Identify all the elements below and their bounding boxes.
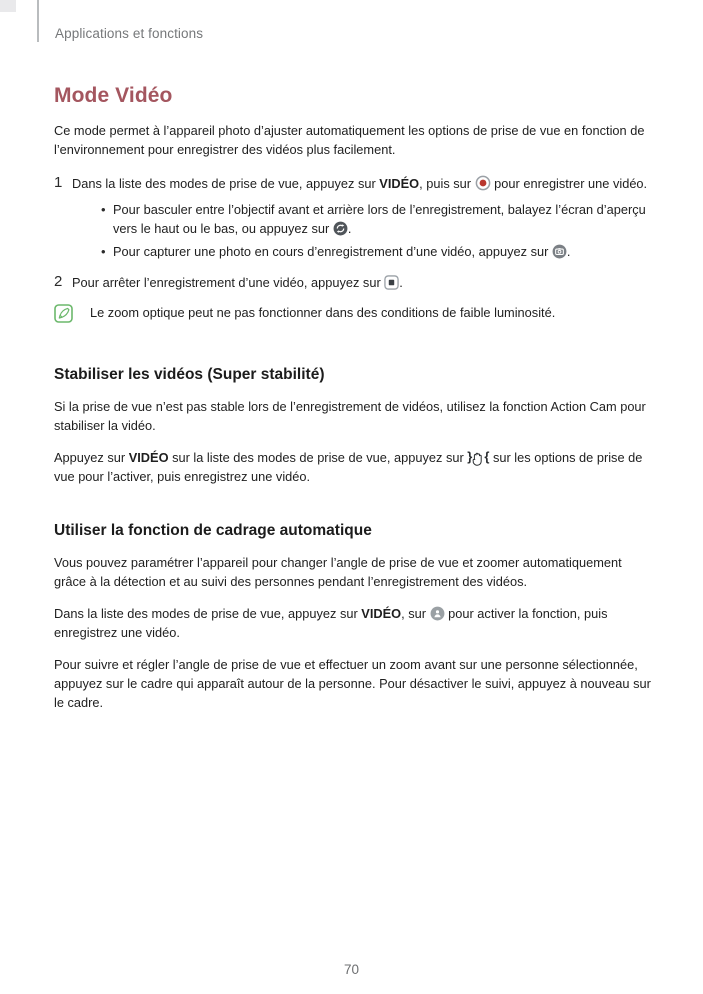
step-1 [54,174,651,263]
running-header: Applications et fonctions [55,26,204,41]
bullet-marker: • [101,244,106,259]
flip-camera-icon [333,221,348,236]
stabilize-text-part: sur les options de prise de vue pour l’activer, puis enregistrez une vidéo. [54,450,643,484]
page-corner-artifact [0,0,16,12]
section-heading-stabilize: Stabiliser les vidéos (Super stabilité) [54,366,325,383]
bullet-text-part: Pour capturer une photo en cours d’enregistrement d’une vidéo, appuyez sur [113,244,552,259]
section-heading-autoframe: Utiliser la fonction de cadrage automatique [54,522,372,539]
steady-bracket-close: { [484,449,490,464]
step-1-text-part: Dans la liste des modes de prise de vue, appuyez sur [72,176,380,191]
video-mode-keyword: VIDÉO [379,176,420,191]
autoframe-text-part: , sur [401,606,430,621]
bullet-flip-camera-text [113,200,651,238]
steady-bracket-open: } [467,449,473,464]
autoframe-paragraph-1: Vous pouvez paramétrer l’appareil pour changer l’angle de prise de vue et zoomer automatiquement grâce à la détection et au suivi des personnes pendant l’enregistrement des vidéos. [54,555,622,589]
notice-icon-wrap [54,303,90,325]
auto-framing-icon [430,606,445,621]
autoframe-text-part: Dans la liste des modes de prise de vue, appuyez sur [54,606,362,621]
step-1-text-part: pour enregistrer une vidéo. [490,176,648,191]
video-mode-keyword: VIDÉO [361,606,402,621]
step-2-text [72,273,651,292]
page-title: Mode Vidéo [54,84,173,107]
step-2-text-part: Pour arrêter l’enregistrement d’une vidéo, appuyez sur [72,275,385,290]
page-number: 70 [343,962,360,977]
autoframe-text-part: pour activer la fonction, puis enregistrez une vidéo. [54,606,608,640]
stop-recording-icon [384,275,399,290]
bullet-text-part: . [347,221,352,236]
autoframe-paragraph-3: Pour suivre et régler l’angle de prise de vue et effectuer un zoom avant sur une personne sélectionnée, appuyez sur le cadre qui apparaît autour de la personne. Pour désactiver le suivi, appuyez à nouveau sur le cadre. [54,657,651,710]
numbered-steps [54,174,651,292]
bullet-text-part: . [566,244,571,259]
header-vertical-rule [37,0,39,42]
step-2-text-part: . [399,275,403,290]
page-content [54,0,651,712]
super-steady-icon [467,451,489,466]
bullet-flip-camera [72,200,651,238]
step-2-number: 2 [54,273,63,290]
step-1-text [72,174,651,263]
stabilize-paragraph-2 [54,448,651,486]
notice-block [54,303,651,325]
notice-pen-icon [54,304,73,323]
intro-paragraph: Ce mode permet à l’appareil photo d’ajuster automatiquement les options de prise de vue en fonction de l’environnement pour enregistrer des vidéos plus facilement. [54,123,645,157]
video-mode-keyword: VIDÉO [128,450,169,465]
step-1-bullets [72,200,651,261]
step-1-text-part: , puis sur [419,176,475,191]
stabilize-text-part: sur la liste des modes de prise de vue, appuyez sur [168,450,468,465]
autoframe-paragraph-2 [54,604,651,642]
record-video-icon [475,175,491,191]
bullet-capture-photo [72,242,651,261]
bullet-marker: • [101,202,106,217]
bullet-capture-photo-text [113,242,651,261]
step-1-number: 1 [54,174,63,191]
stabilize-text-part: Appuyez sur [54,450,129,465]
notice-text: Le zoom optique peut ne pas fonctionner dans des conditions de faible luminosité. [90,305,556,320]
bullet-text-part: Pour basculer entre l’objectif avant et arrière lors de l’enregistrement, balayez l’écran d’aperçu vers le haut ou le bas, ou appuyez sur [113,202,646,236]
step-2 [54,273,651,292]
stabilize-paragraph-1: Si la prise de vue n’est pas stable lors de l’enregistrement de vidéos, utilisez la fonction Action Cam pour stabiliser la vidéo. [54,399,646,433]
capture-photo-icon [552,244,567,259]
